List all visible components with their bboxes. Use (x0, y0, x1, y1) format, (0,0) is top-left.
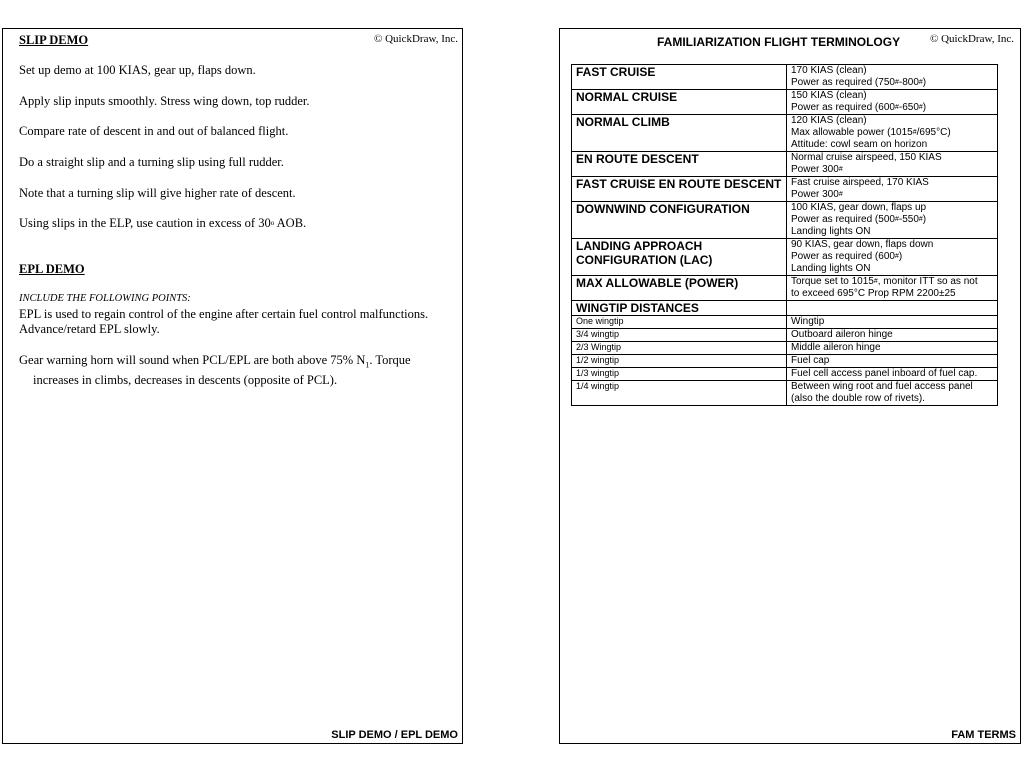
wingtip-row (572, 316, 998, 329)
right-footer: FAM TERMS (951, 729, 1016, 741)
definition-cell (787, 239, 998, 276)
definition-line: Max allowable power (1015#/695°C) (791, 127, 951, 138)
slip-step-5: Note that a turning slip will give higher rate of descent. (19, 186, 296, 200)
wingtip-row (572, 355, 998, 368)
definition-line: Power as required (500#-550#) (791, 214, 927, 225)
definition-line: to exceed 695°C Prop RPM 2200±25 (791, 288, 956, 299)
table-row (572, 152, 998, 177)
wingtip-location: Fuel cap (787, 355, 998, 368)
wingtip-header: WINGTIP DISTANCES (572, 301, 787, 316)
definition-line: 90 KIAS, gear down, flaps down (791, 239, 934, 250)
terminology-table (571, 64, 998, 406)
table-row (572, 115, 998, 152)
wingtip-fraction: 1/3 wingtip (572, 368, 787, 381)
slip-step-2: Apply slip inputs smoothly. Stress wing down, top rudder. (19, 94, 310, 108)
fam-terms-title: FAMILIARIZATION FLIGHT TERMINOLOGY (657, 35, 901, 49)
epl-line-1: EPL is used to regain control of the engine after certain fuel control malfunctions. (19, 307, 429, 321)
wingtip-header-empty (787, 301, 998, 316)
wingtip-location: Wingtip (787, 316, 998, 329)
wingtip-fraction: One wingtip (572, 316, 787, 329)
left-footer: SLIP DEMO / EPL DEMO (331, 729, 458, 741)
definition-line: 150 KIAS (clean) (791, 90, 867, 101)
left-copyright: © QuickDraw, Inc. (373, 33, 458, 45)
term-cell: DOWNWIND CONFIGURATION (572, 202, 787, 239)
definition-cell (787, 202, 998, 239)
definition-line: Power as required (600#) (791, 251, 903, 262)
wingtip-row (572, 329, 998, 342)
term-cell: LANDING APPROACH CONFIGURATION (LAC) (572, 239, 787, 276)
definition-line: Power 300# (791, 189, 843, 200)
slip-step-3: Compare rate of descent in and out of balanced flight. (19, 124, 289, 138)
right-copyright: © QuickDraw, Inc. (929, 33, 1014, 45)
definition-line: Power as required (600#-650#) (791, 102, 927, 113)
wingtip-row (572, 381, 998, 406)
definition-cell (787, 90, 998, 115)
table-row (572, 239, 998, 276)
term-cell: NORMAL CLIMB (572, 115, 787, 152)
definition-line: 120 KIAS (clean) (791, 115, 867, 126)
term-cell: EN ROUTE DESCENT (572, 152, 787, 177)
definition-line: 100 KIAS, gear down, flaps up (791, 202, 927, 213)
wingtip-header-row (572, 301, 998, 316)
slip-demo-title: SLIP DEMO (19, 33, 89, 47)
definition-line: 170 KIAS (clean) (791, 65, 867, 76)
definition-cell (787, 115, 998, 152)
definition-line: Attitude: cowl seam on horizon (791, 139, 928, 150)
definition-cell (787, 65, 998, 90)
wingtip-location: Between wing root and fuel access panel (also the double row of rivets). (787, 381, 998, 406)
definition-line: Landing lights ON (791, 226, 871, 237)
term-cell: FAST CRUISE EN ROUTE DESCENT (572, 177, 787, 202)
epl-gear-warning: Gear warning horn will sound when PCL/EPL are both above 75% $N_1$. Torque increases in climbs, decreases in descents (opposite of PCL). (19, 353, 411, 387)
wingtip-row (572, 368, 998, 381)
term-cell: NORMAL CRUISE (572, 90, 787, 115)
epl-note: INCLUDE THE FOLLOWING POINTS: (19, 293, 191, 304)
slip-step-4: Do a straight slip and a turning slip using full rudder. (19, 155, 284, 169)
definition-line: Torque set to 1015#, monitor ITT so as not (791, 276, 978, 287)
slip-step-1: Set up demo at 100 KIAS, gear up, flaps down. (19, 63, 256, 77)
table-row (572, 90, 998, 115)
term-cell: FAST CRUISE (572, 65, 787, 90)
wingtip-row (572, 342, 998, 355)
wingtip-fraction: 1/4 wingtip (572, 381, 787, 406)
definition-line: Landing lights ON (791, 263, 871, 274)
table-row (572, 65, 998, 90)
wingtip-location: Fuel cell access panel inboard of fuel cap. (787, 368, 998, 381)
wingtip-fraction: 1/2 wingtip (572, 355, 787, 368)
definition-line: Power 300# (791, 164, 843, 175)
definition-cell (787, 276, 998, 301)
definition-line: Normal cruise airspeed, 150 KIAS (791, 152, 942, 163)
definition-cell (787, 177, 998, 202)
wingtip-fraction: 3/4 wingtip (572, 329, 787, 342)
definition-line: Fast cruise airspeed, 170 KIAS (791, 177, 929, 188)
table-row (572, 177, 998, 202)
epl-line-2: Advance/retard EPL slowly. (19, 322, 160, 336)
definition-cell (787, 152, 998, 177)
table-row (572, 202, 998, 239)
table-row (572, 276, 998, 301)
wingtip-location: Outboard aileron hinge (787, 329, 998, 342)
epl-demo-title: EPL DEMO (19, 262, 85, 276)
fam-terms-card (559, 28, 1021, 744)
wingtip-fraction: 2/3 Wingtip (572, 342, 787, 355)
slip-step-6: Using slips in the ELP, use caution in excess of 30$^o$ AOB. (19, 216, 307, 230)
term-cell: MAX ALLOWABLE (POWER) (572, 276, 787, 301)
wingtip-location: Middle aileron hinge (787, 342, 998, 355)
slip-demo-card (2, 28, 463, 744)
definition-line: Power as required (750#-800#) (791, 77, 927, 88)
